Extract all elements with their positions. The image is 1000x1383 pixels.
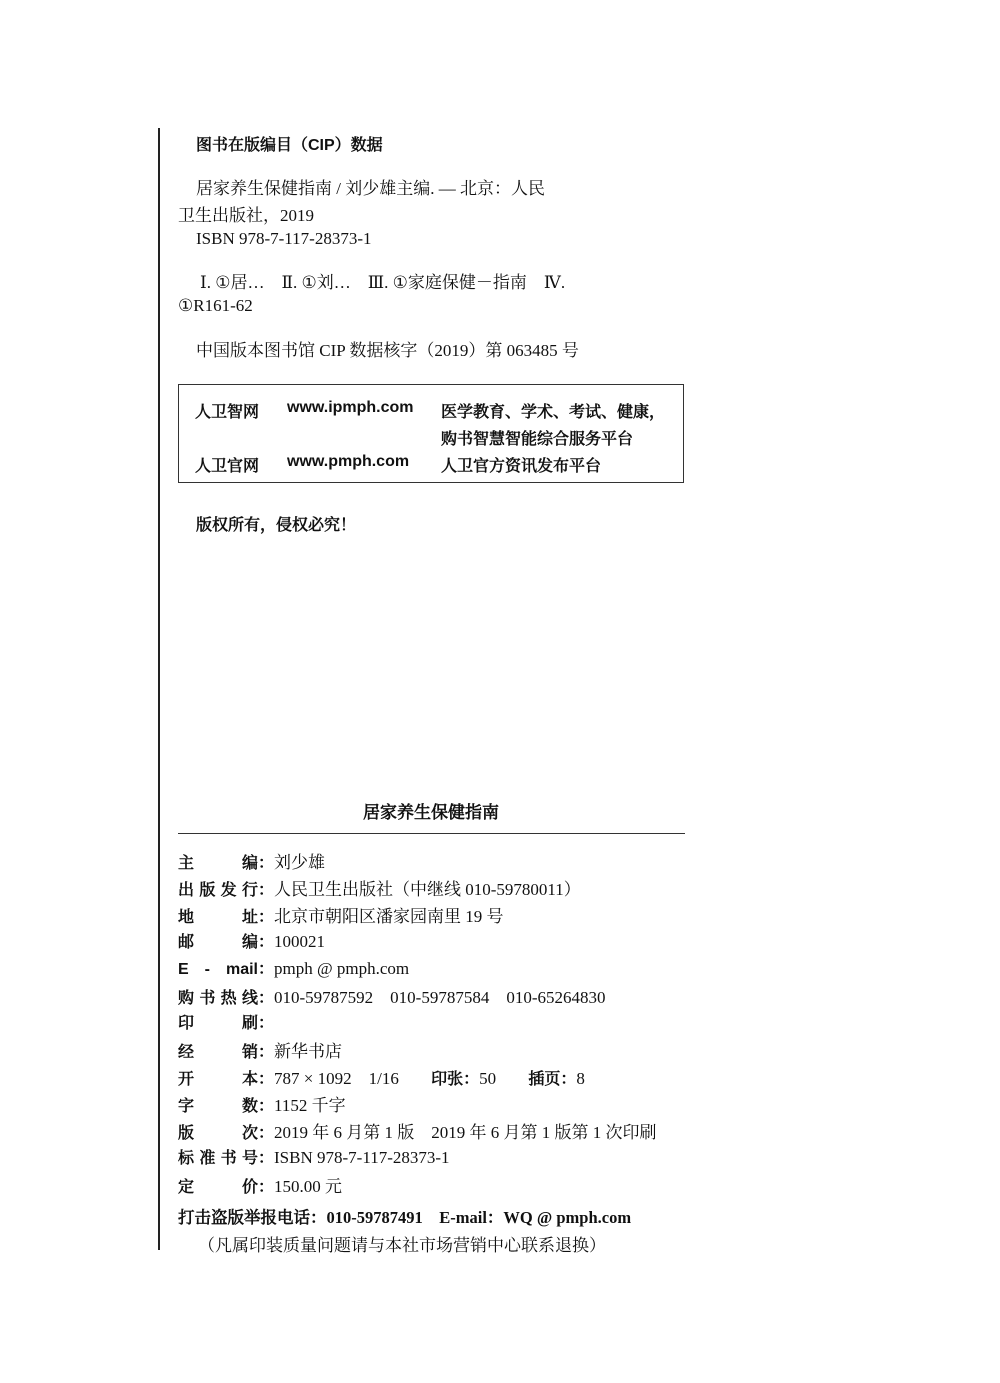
- cip-classification-code: ①R161-62: [178, 296, 253, 315]
- cip-record-number: 中国版本图书馆 CIP 数据核字（2019）第 063485 号: [196, 341, 579, 360]
- info-row-printing: 印 刷：: [178, 1010, 274, 1034]
- plates-value: 8: [576, 1069, 585, 1088]
- edition-value: 2019 年 6 月第 1 版 2019 年 6 月第 1 版第 1 次印刷: [274, 1123, 657, 1142]
- format-label: 开 本: [178, 1071, 258, 1088]
- info-row-isbn: 标准书号：ISBN 978-7-117-28373-1: [178, 1145, 450, 1169]
- words-label: 字 数: [178, 1098, 258, 1115]
- info-row-edition: 版 次：2019 年 6 月第 1 版 2019 年 6 月第 1 版第 1 次印刷: [178, 1118, 657, 1142]
- cip-heading: 图书在版编目（CIP）数据: [196, 137, 383, 154]
- publisher-value: 人民卫生出版社（中继线 010-59780011）: [274, 880, 581, 899]
- website-name-pmph: 人卫官网: [195, 458, 260, 475]
- info-row-postcode: 邮 编：100021: [178, 929, 325, 953]
- price-label: 定 价: [178, 1179, 258, 1196]
- antipiracy-hotline: 打击盗版举报电话：010-59787491 E-mail：WQ @ pmph.com: [178, 1208, 632, 1227]
- website-name-ipmph: 人卫智网: [195, 404, 260, 421]
- info-row-email: E - mail：pmph @ pmph.com: [178, 959, 410, 978]
- website-url-ipmph[interactable]: www.ipmph.com: [287, 399, 414, 416]
- address-value: 北京市朝阳区潘家园南里 19 号: [274, 907, 504, 926]
- copyright-notice: 版权所有，侵权必究！: [196, 517, 357, 534]
- website-url-pmph[interactable]: www.pmph.com: [287, 453, 410, 470]
- info-row-editor: 主 编：刘少雄: [178, 848, 325, 872]
- websites-box: [178, 384, 684, 483]
- hotline-value: 010-59787592 010-59787584 010-65264830: [274, 988, 606, 1007]
- return-note: （凡属印装质量问题请与本社市场营销中心联系退换）: [198, 1236, 606, 1255]
- distribution-value: 新华书店: [274, 1042, 343, 1061]
- info-row-publisher: 出版发行：人民卫生出版社（中继线 010-59780011）: [178, 875, 581, 899]
- website-desc-ipmph-2: 购书智慧智能综合服务平台: [441, 431, 634, 448]
- info-row-hotline: 购书热线：010-59787592 010-59787584 010-65264830: [178, 983, 606, 1007]
- info-row-format: 开 本：787 × 1092 1/16 印张：50 插页：8: [178, 1064, 585, 1088]
- postcode-value: 100021: [274, 932, 326, 951]
- isbn-label: 标准书号: [178, 1150, 258, 1167]
- plates-label: 插页: [528, 1071, 561, 1088]
- info-row-price: 定 价：150.00 元: [178, 1172, 342, 1196]
- distribution-label: 经 销: [178, 1044, 258, 1061]
- sheets-value: 50: [479, 1069, 497, 1088]
- edition-label: 版 次: [178, 1125, 258, 1142]
- cip-title-line: 居家养生保健指南 / 刘少雄主编. — 北京：人民: [196, 179, 545, 198]
- info-row-address: 地 址：北京市朝阳区潘家园南里 19 号: [178, 902, 504, 926]
- email-value[interactable]: pmph @ pmph.com: [274, 959, 410, 978]
- email-label: E - mail: [178, 961, 258, 978]
- website-desc-ipmph: 医学教育、学术、考试、健康，: [441, 404, 666, 421]
- website-desc-pmph: 人卫官方资讯发布平台: [441, 458, 602, 475]
- address-label: 地 址: [178, 909, 258, 926]
- postcode-label: 邮 编: [178, 934, 258, 951]
- cip-classification: Ⅰ. ①居… Ⅱ. ①刘… Ⅲ. ①家庭保健－指南 Ⅳ.: [200, 273, 566, 292]
- cip-isbn: ISBN 978-7-117-28373-1: [196, 229, 372, 248]
- title-rule: [178, 833, 685, 834]
- price-value: 150.00 元: [274, 1177, 343, 1196]
- format-value: 787 × 1092 1/16: [274, 1069, 399, 1088]
- hotline-label: 购书热线: [178, 990, 258, 1007]
- info-row-words: 字 数：1152 千字: [178, 1091, 346, 1115]
- words-value: 1152 千字: [274, 1096, 346, 1115]
- editor-label: 主 编: [178, 855, 258, 872]
- isbn-value: ISBN 978-7-117-28373-1: [274, 1148, 450, 1167]
- info-row-distribution: 经 销：新华书店: [178, 1037, 342, 1061]
- publisher-label: 出版发行: [178, 882, 258, 899]
- printing-label: 印 刷: [178, 1015, 258, 1032]
- book-title: 居家养生保健指南: [363, 803, 499, 822]
- sheets-label: 印张: [431, 1071, 464, 1088]
- editor-value: 刘少雄: [274, 853, 326, 872]
- margin-rule: [158, 128, 160, 1250]
- cip-publisher-line: 卫生出版社，2019: [178, 206, 314, 225]
